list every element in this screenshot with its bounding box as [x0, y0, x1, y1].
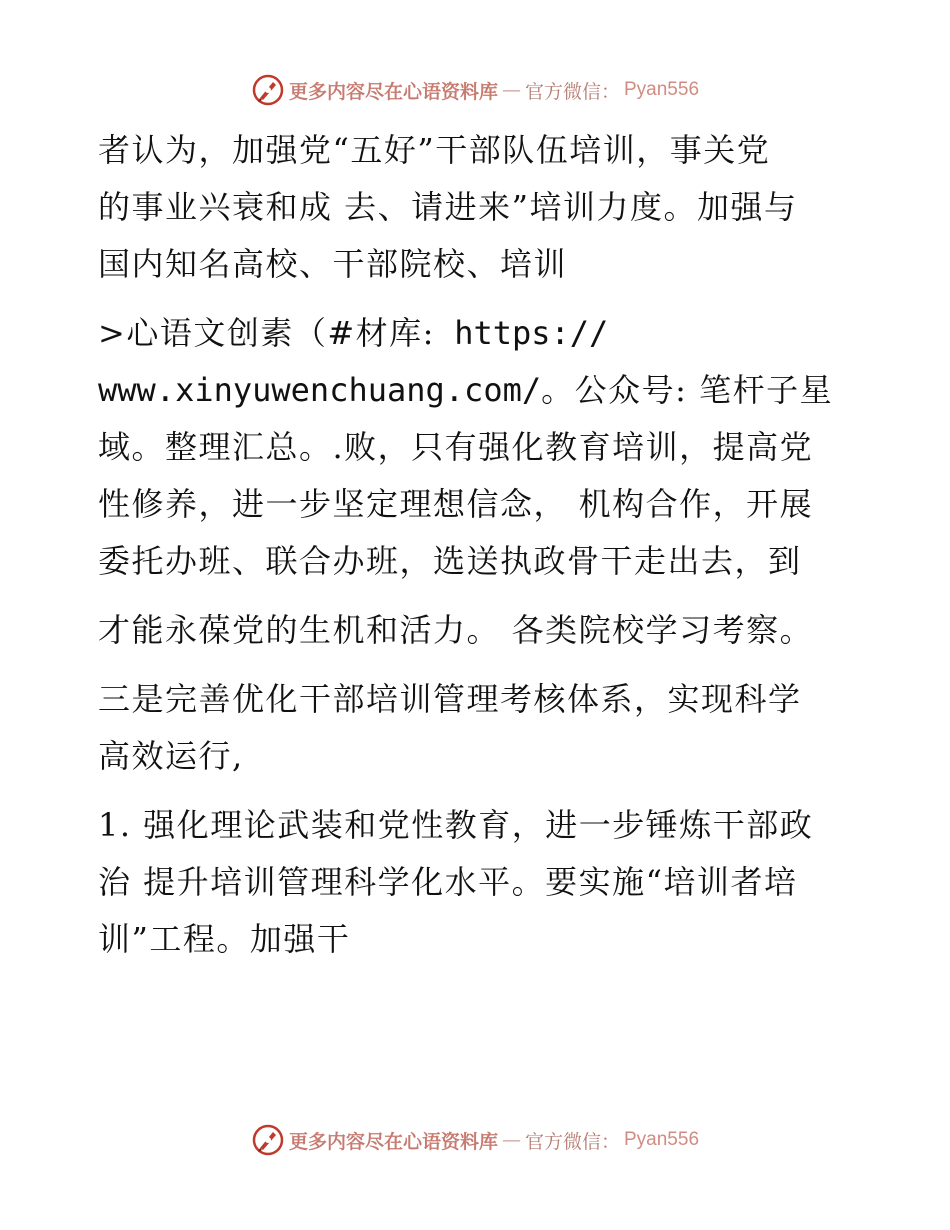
text-line: 三是完善优化干部培训管理考核体系，实现科学 — [98, 680, 802, 718]
paragraph-gap — [98, 659, 858, 671]
banner-wechat-id: Pyan556 — [624, 1129, 700, 1150]
text-line: 1. 强化理论武装和党性教育，进一步锤炼干部政 — [98, 806, 814, 844]
paragraph-4 — [98, 671, 858, 785]
paragraph-gap — [98, 590, 858, 602]
wechat-account-text: 。公众号: 笔杆子星 — [541, 371, 834, 409]
banner-dash: — — [501, 79, 521, 101]
paragraph-gap — [98, 293, 858, 305]
paragraph-gap — [98, 785, 858, 797]
quill-pen-logo-icon — [251, 1123, 285, 1157]
url-domain: www.xinyuwenchuang.com/ — [98, 371, 542, 409]
text-line: 高效运行, — [98, 737, 244, 775]
url-prefix: https:// — [434, 314, 609, 352]
paragraph-5 — [98, 797, 858, 968]
header-banner — [0, 70, 950, 110]
text-line: 的事业兴衰和成 去、请进来”培训力度。加强与 — [98, 188, 798, 226]
text-line: 者认为，加强党“五好”干部队伍培训，事关党 — [98, 131, 771, 169]
text-line: 训”工程。加强干 — [98, 920, 351, 958]
text-line: 委托办班、联合办班，选送执政骨干走出去，到 — [98, 542, 802, 580]
document-body — [98, 122, 858, 968]
banner-wechat-id: Pyan556 — [624, 79, 700, 100]
banner-site-text: 更多内容尽在心语资料库 — [288, 1130, 498, 1153]
banner-dash: — — [501, 1129, 521, 1151]
text-line: 治 提升培训管理科学化水平。要实施“培训者培 — [98, 863, 798, 901]
source-label: >心语文创素（#材库: — [98, 314, 435, 352]
banner-wechat-label: 官方微信： — [524, 80, 620, 103]
banner-wechat-label: 官方微信： — [524, 1130, 620, 1153]
banner-site-text: 更多内容尽在心语资料库 — [288, 80, 498, 103]
paragraph-1 — [98, 122, 858, 293]
text-line: 才能永葆党的生机和活力。 各类院校学习考察。 — [98, 611, 814, 649]
text-line: 域。整理汇总。.败，只有强化教育培训，提高党 — [98, 428, 814, 466]
text-line — [98, 362, 858, 419]
paragraph-3 — [98, 602, 858, 659]
text-line: 国内知名高校、干部院校、培训 — [98, 245, 568, 283]
quill-pen-logo-icon — [251, 73, 285, 107]
paragraph-2 — [98, 305, 858, 590]
footer-banner — [0, 1120, 950, 1160]
text-line — [98, 305, 858, 362]
text-line: 性修养，进一步坚定理想信念， 机构合作，开展 — [98, 485, 814, 523]
